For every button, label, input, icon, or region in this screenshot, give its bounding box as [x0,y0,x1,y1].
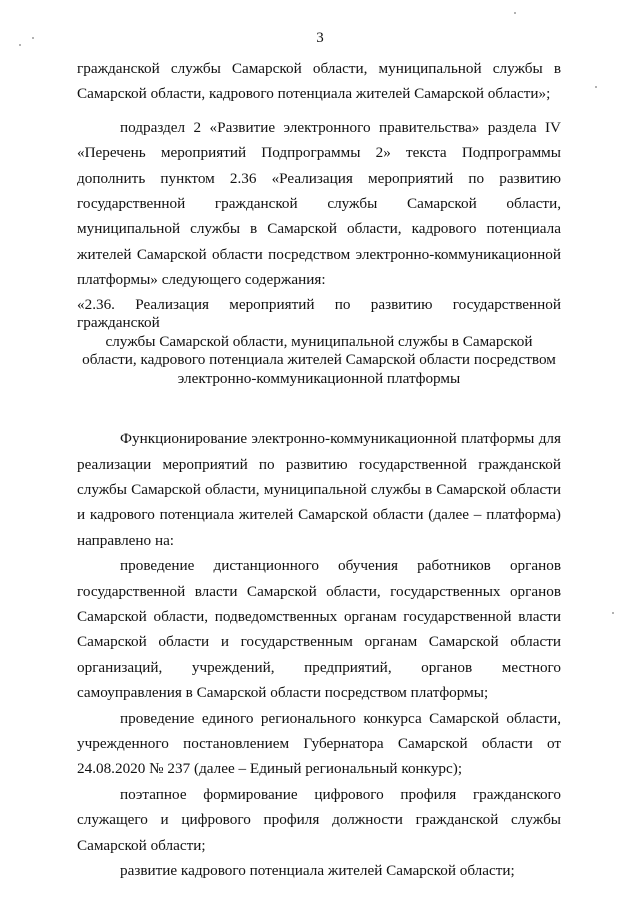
paragraph-personnel-development: развитие кадрового потенциала жителей Самарской области; [120,862,515,880]
page-number: 3 [316,30,324,46]
scan-speck [612,612,614,614]
scan-speck [595,86,597,88]
paragraph-continuation: гражданской службы Самарской области, муниципальной службы в Самарской области, кадрового потенциала жителей Самарской области»; [77,60,561,103]
scan-speck [514,12,516,14]
section-heading-line1: «2.36. Реализация мероприятий по развитию государственной гражданской [77,295,561,332]
scan-speck [19,44,21,46]
scan-speck [32,37,34,39]
paragraph-regional-contest: проведение единого регионального конкурса Самарской области, учрежденного постановлением Губернатора Самарской области от 24.08.2020 № 237 (далее – Единый региональный конкурс); [77,709,561,778]
section-heading-rest: службы Самарской области, муниципальной службы в Самарской области, кадрового потенциала жителей Самарской области посредством электронно-коммуникационной платформы [82,332,556,387]
paragraph-platform-purpose: Функционирование электронно-коммуникационной платформы для реализации мероприятий по развитию государственной гражданской службы Самарской области, муниципальной службы в Самарской области и кадрового потенциала жителей Самарской области (далее – платформа) направлено на: [77,430,561,549]
document-body [77,56,561,883]
paragraph-amendment: подраздел 2 «Развитие электронного правительства» раздела IV «Перечень мероприятий Подпрограммы 2» текста Подпрограммы дополнить пунктом 2.36 «Реализация мероприятий по развитию государственной гражданской службы Самарской области, муниципальной службы в Самарской области, кадрового потенциала жителей Самарской области посредством электронно-коммуникационной платформы» следующего содержания: [77,118,561,289]
paragraph-remote-training: проведение дистанционного обучения работников органов государственной власти Самарской области, государственных органов Самарской области, подведомственных органам государственной власти Самарской области и государственным органам Самарской области организаций, учреждений, предприятий, органов местного самоуправления в Самарской области посредством платформы; [77,557,561,702]
paragraph-digital-profile: поэтапное формирование цифрового профиля гражданского служащего и цифрового профиля должности гражданской службы Самарской области; [77,785,561,854]
section-heading [77,296,561,389]
